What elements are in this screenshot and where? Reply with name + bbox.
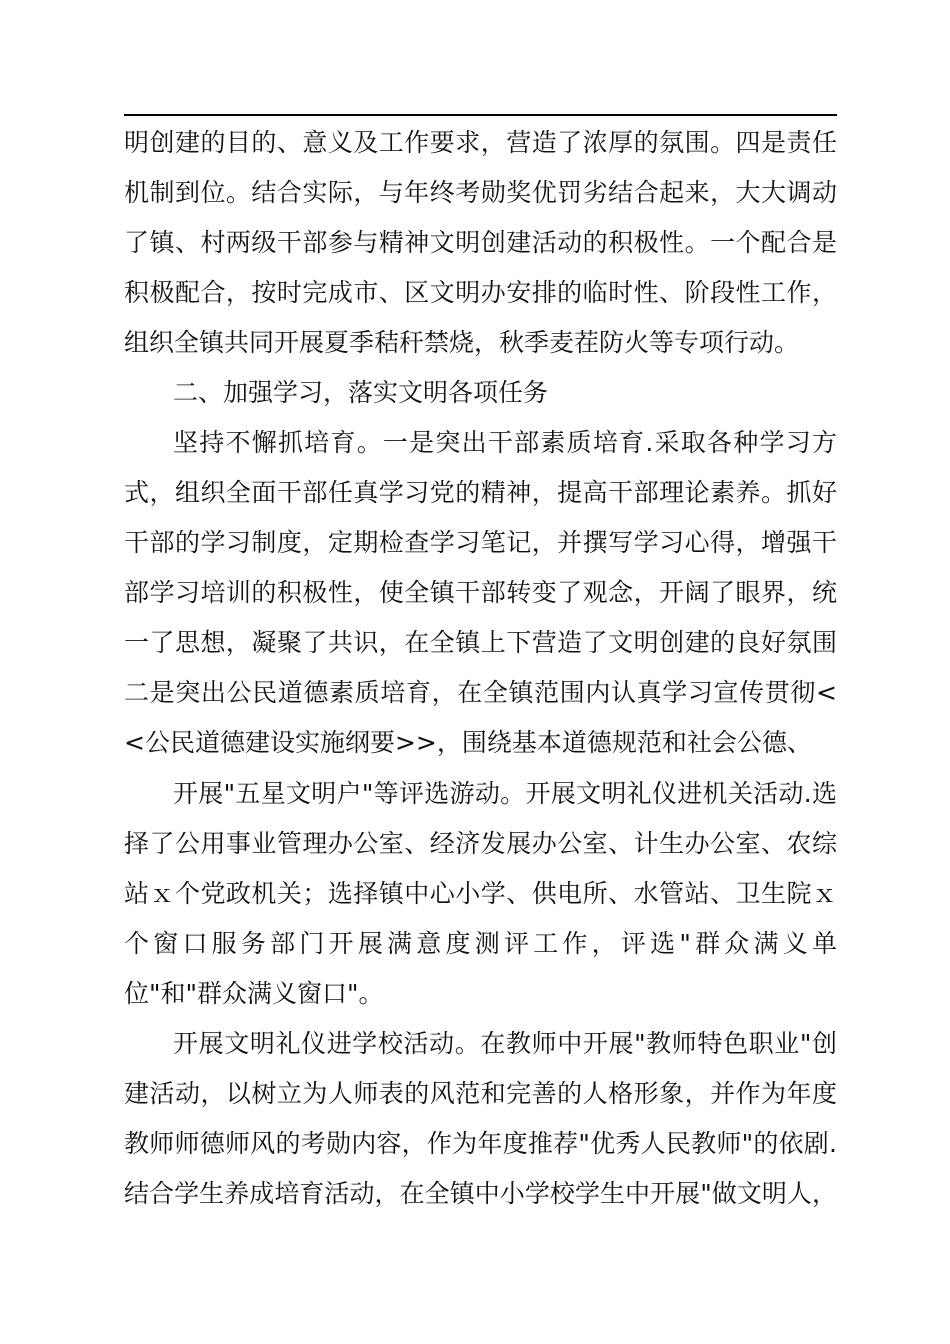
text-line: 了镇、村两级干部参与精神文明创建活动的积极性。一个配合是 — [124, 228, 837, 257]
text-line: 干部的学习制度，定期检查学习笔记，并撰写学习心得，增强干 — [124, 528, 837, 557]
text-line: 一了思想，凝聚了共识，在全镇上下营造了文明创建的良好氛围 — [124, 628, 837, 657]
text-line: 式，组织全面干部任真学习党的精神，提高干部理论素养。抓好 — [124, 478, 837, 507]
text-line: 机制到位。结合实际，与年终考勋奖优罚劣结合起来，大大调动 — [124, 178, 837, 207]
text-line: 结合学生养成培育活动，在全镇中小学校学生中开展"做文明人， — [124, 1179, 837, 1208]
section-heading: 二、加强学习，落实文明各项任务 — [173, 378, 549, 407]
text-line: 部学习培训的积极性，使全镇干部转变了观念，开阔了眼界，统 — [124, 578, 837, 607]
text-line: 开展"五星文明户"等评选游动。开展文明礼仪进机关活动.选 — [173, 779, 837, 808]
text-line: 建活动，以树立为人师表的风范和完善的人格形象，并作为年度 — [124, 1079, 837, 1108]
text-line: 积极配合，按时完成市、区文明办安排的临时性、阶段性工作， — [124, 278, 837, 307]
text-line: 择了公用事业管理办公室、经济发展办公室、计生办公室、农综 — [124, 829, 837, 858]
text-line: 二是突出公民道德素质培育，在全镇范围内认真学习宣传贯彻< — [124, 678, 837, 707]
text-line: 组织全镇共同开展夏季秸秆禁烧，秋季麦茬防火等专项行动。 — [124, 328, 800, 357]
header-rule — [124, 114, 837, 116]
text-line: <公民道德建设实施纲要>>，围绕基本道德规范和社会公德、 — [124, 728, 812, 757]
text-line: 开展文明礼仪进学校活动。在教师中开展"教师特色职业"创 — [173, 1029, 837, 1058]
text-line: 明创建的目的、意义及工作要求，营造了浓厚的氛围。四是责任 — [124, 128, 837, 157]
text-line: 站ｘ个党政机关；选择镇中心小学、供电所、水管站、卫生院ｘ — [124, 879, 837, 908]
text-line: 位"和"群众满义窗口"。 — [124, 979, 384, 1008]
text-line: 教师师德师风的考勋内容，作为年度推荐"优秀人民教师"的依剧. — [124, 1129, 837, 1158]
text-line: 坚持不懈抓培育。一是突出干部素质培育.采取各种学习方 — [173, 428, 837, 457]
text-line: 个窗口服务部门开展满意度测评工作，评选"群众满义单 — [124, 929, 837, 958]
